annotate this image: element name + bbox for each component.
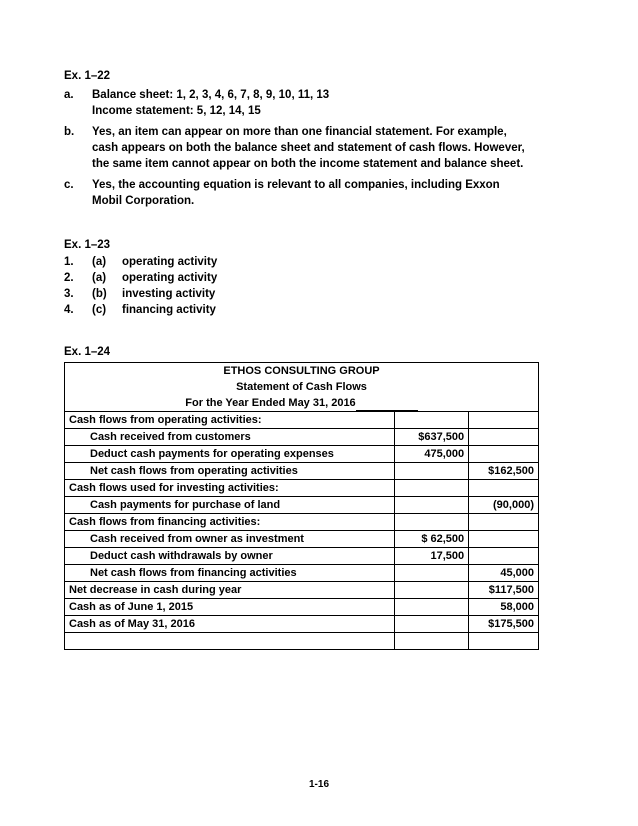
page-number: 1-16 [308,779,329,790]
row-col1 [394,582,469,599]
table-row [65,599,539,616]
ex23-item-2-letter: (a) [92,272,107,284]
table-row [65,463,539,480]
statement-title-row [65,379,539,395]
row-desc: Cash received from owner as investment [65,531,395,548]
row-desc: Net cash flows from operating activities [65,463,395,480]
ex23-item-3-letter: (b) [92,288,107,300]
ex23-item-2-text: operating activity [122,272,218,284]
table-row [65,548,539,565]
ex22-b-line2: cash appears on both the balance sheet and statement of cash flows. However, [92,142,525,154]
ex22-heading: Ex. 1–22 [64,70,111,82]
row-col1: $ 62,500 [394,531,469,548]
row-col2 [469,633,539,650]
table-row [65,514,539,531]
ex24-heading: Ex. 1–24 [64,346,111,358]
row-desc: Deduct cash withdrawals by owner [65,548,395,565]
ex23-item-2-num: 2. [64,272,74,284]
row-col2 [469,531,539,548]
row-desc: Deduct cash payments for operating expenses [65,446,395,463]
ex23-item-1-text: operating activity [122,256,218,268]
row-desc: Cash flows used for investing activities: [65,480,395,497]
row-col2: $162,500 [469,463,539,480]
row-col2: 58,000 [469,599,539,616]
ex22-c-label: c. [64,179,74,191]
row-desc: Cash flows from operating activities: [65,412,395,429]
row-col1 [394,497,469,514]
row-desc: Net decrease in cash during year [65,582,395,599]
ex23-item-4-letter: (c) [92,304,107,316]
statement-period: For the Year Ended May 31, 2016 [185,397,356,409]
table-row [65,616,539,633]
table-row [65,446,539,463]
statement-title-row [65,395,539,412]
row-col2: $117,500 [469,582,539,599]
row-desc: Cash received from customers [65,429,395,446]
table-row [65,531,539,548]
statement-name: Statement of Cash Flows [65,379,539,395]
ex22-c-line1: Yes, the accounting equation is relevant to all companies, including Exxon [92,179,500,191]
ex22-a-line1: Balance sheet: 1, 2, 3, 4, 6, 7, 8, 9, 10, 11, 13 [92,89,330,101]
row-desc: Net cash flows from financing activities [65,565,395,582]
row-col1 [394,514,469,531]
row-col1 [394,480,469,497]
ex22-b-line3: the same item cannot appear on both the income statement and balance sheet. [92,158,524,170]
row-col2: 45,000 [469,565,539,582]
row-col1: 475,000 [394,446,469,463]
row-desc: Cash as of June 1, 2015 [65,599,395,616]
ex22-a-label: a. [64,89,74,101]
ex23-item-3-text: investing activity [122,288,216,300]
row-col2 [469,514,539,531]
row-col2: $175,500 [469,616,539,633]
statement-title-row [65,363,539,380]
row-col1 [394,599,469,616]
table-row [65,633,539,650]
ex23-item-4-num: 4. [64,304,74,316]
period-underline [356,398,418,411]
row-col1 [394,463,469,480]
company-name: ETHOS CONSULTING GROUP [65,363,539,380]
row-col1 [394,412,469,429]
row-col2 [469,429,539,446]
ex22-b-line1: Yes, an item can appear on more than one financial statement. For example, [92,126,507,138]
cash-flow-statement [64,362,539,650]
row-desc: Cash flows from financing activities: [65,514,395,531]
ex23-item-3-num: 3. [64,288,74,300]
row-desc: Cash payments for purchase of land [65,497,395,514]
row-desc: Cash as of May 31, 2016 [65,616,395,633]
row-col1 [394,616,469,633]
row-col1: 17,500 [394,548,469,565]
table-row [65,497,539,514]
table-row [65,429,539,446]
row-col1 [394,633,469,650]
row-col2 [469,412,539,429]
ex22-a-line2: Income statement: 5, 12, 14, 15 [92,105,261,117]
ex23-item-4-text: financing activity [122,304,216,316]
row-col2: (90,000) [469,497,539,514]
table-row [65,565,539,582]
table-row [65,582,539,599]
table-row [65,480,539,497]
ex23-item-1-letter: (a) [92,256,107,268]
table-row [65,412,539,429]
row-col1: $637,500 [394,429,469,446]
row-col2 [469,480,539,497]
ex22-c-line2: Mobil Corporation. [92,195,195,207]
row-col1 [394,565,469,582]
ex22-b-label: b. [64,126,75,138]
row-col2 [469,548,539,565]
ex23-heading: Ex. 1–23 [64,239,111,251]
statement-period-cell [65,395,539,412]
row-col2 [469,446,539,463]
ex23-item-1-num: 1. [64,256,74,268]
row-desc [65,633,395,650]
